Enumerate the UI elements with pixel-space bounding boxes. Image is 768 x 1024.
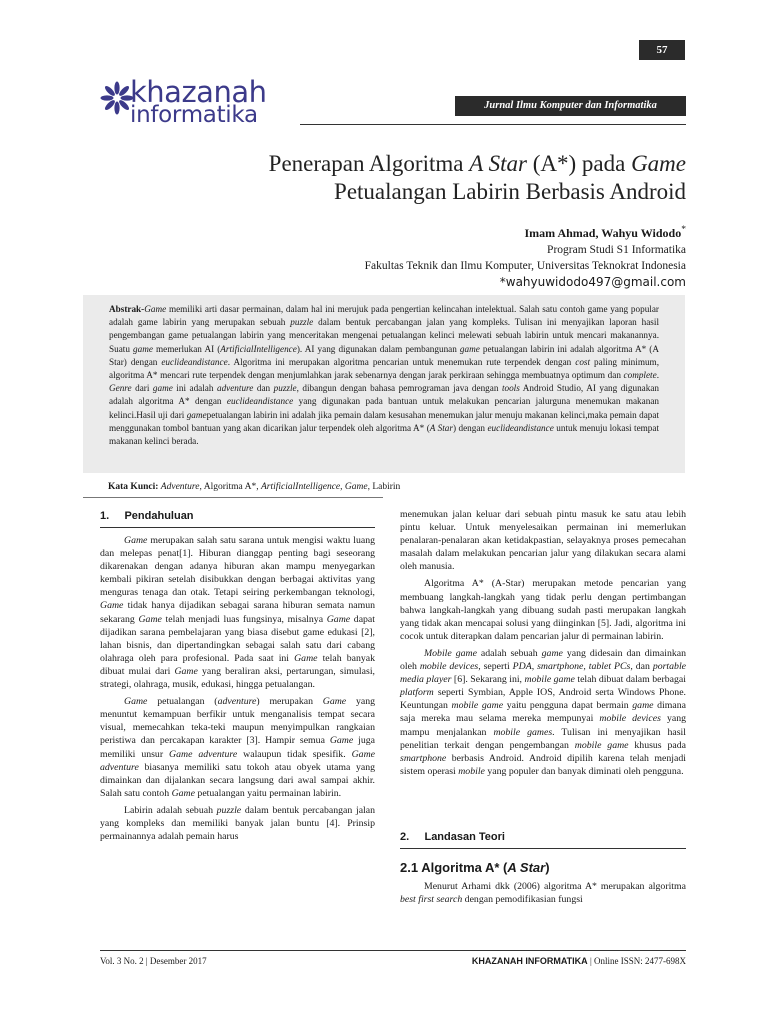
page-number: 57 [639, 40, 685, 60]
paragraph: Mobile game adalah sebuah game yang didesain dan dimainkan oleh mobile devices, seperti PDA, smartphone, tablet PCs, dan portable media player [6]. Sekarang ini, mobile game telah dibuat dalam berbagai platform seperti Symbian, Apple IOS, Android serta Windows Phone. Keuntungan mobile game yaitu pengguna dapat bermain game dimana saja mereka mau selama mereka mempunyai mobile devices yang mampu menjalankan mobile games. Tulisan ini menyajikan hasil penelitian terkait dengan pengembangan mobile game khusus pada smartphone berbasis Android. Android dipilih karena telah menjadi sistem operasi mobile yang populer dan banyak diminati oleh pengguna. [400, 647, 687, 777]
footer-journal: KHAZANAH INFORMATIKA | Online ISSN: 2477-698X [471, 956, 686, 966]
section-1-heading: 1. Pendahuluan [100, 510, 194, 522]
header-rule [300, 124, 686, 125]
paragraph: Algoritma A* (A-Star) merupakan metode pencarian yang membuang langkah-langkah yang tidak perlu dengan pertimbangan bahwa langkah-langkah yang dibuang sudah pasti merupakan langkah yang tidak akan mencapai solusi yang diinginkan [5]. Jadi, algoritma ini cocok untuk diterapkan dalam pencarian jalur di permainan labirin. [400, 578, 686, 642]
keywords: Kata Kunci: Adventure, Algoritma A*, ArtificialIntelligence, Game, Labirin [108, 482, 401, 492]
swirl-logo-icon [100, 80, 134, 130]
section-2-heading: 2. Landasan Teori [400, 831, 505, 843]
logo-word-khazanah: khazanah [130, 75, 267, 109]
abstract: Abstrak-Game memiliki arti dasar permainan, dalam hal ini merujuk pada pengertian kelincahan intelektual. Salah satu contoh game yang popular adalah game labirin yang merupakan sebuah puzzle dalam bentuk percabangan jalan yang kompleks. Tulisan ini menyajikan laporan hasil pengembangan game petualangan labirin yang menceritakan mengenai petualangan kelinci melewati sebuah labirin untuk mencari makanannya. Suatu game memerlukan AI (ArtificialIntelligence). AI yang digunakan dalam pembangunan game petualangan labirin ini adalah algoritma A* (A Star) dengan euclideandistance. Algoritma ini merupakan algoritma pencarian untuk menemukan rute terpendek dengan cost paling minimum, algoritma A* mencari rute terpendek dengan menjumlahkan jarak sebenarnya dengan jarak perkiraan sehingga membuatnya optimum dan complete. Genre dari game ini adalah adventure dan puzzle, dibangun dengan bahasa pemrograman java dengan tools Android Studio, AI yang digunakan adalah algoritma A* dengan euclideandistance yang digunakan pada bantuan untuk melakukan pencarian jalurguna menemukan makanan kelinci.Hasil uji dari gamepetualangan labirin ini adalah jika pemain dalam kesusahan menemukan jalur menuju makanan kelinci,maka pemain dapat menggunakan tombol bantuan yang akan dicarikan jalur terpendek oleh algoritma A* (A Star) dengan euclideandistance untuk menuju lokasi tempat makanan kelinci berada. [83, 295, 685, 473]
subsection-2-1-heading: 2.1 Algoritma A* (A Star) [400, 860, 550, 875]
author-affiliation: Fakultas Teknik dan Ilmu Komputer, Universitas Teknokrat Indonesia [364, 259, 686, 272]
paragraph: menemukan jalan keluar dari sebuah pintu masuk ke satu atau lebih pintu keluar. Untuk menyelesaikan permainan ini memerlukan penalaran-penalaran akan ketidakpastian, selayaknya proses pemecahan masalah dalam melakukan pencarian jalur yang dilakukan secara alami oleh manusia. [400, 509, 686, 573]
section-2-rule [400, 848, 686, 849]
paper-title: Penerapan Algoritma A Star (A*) pada Game Petualangan Labirin Berbasis Android [268, 151, 686, 204]
footer-rule [100, 950, 686, 951]
journal-name: Jurnal Ilmu Komputer dan Informatika [455, 96, 686, 116]
footer-volume: Vol. 3 No. 2 | Desember 2017 [100, 956, 207, 966]
left-column [100, 534, 375, 847]
logo-word-informatika: informatika [130, 102, 258, 128]
paragraph: Game merupakan salah satu sarana untuk mengisi waktu luang dan melepas penat[1]. Hiburan dianggap penting bagi seseorang dikarenakan dengan adanya hiburan akan mampu menyegarkan kembali pikiran setelah disibukkan dengan berbagai aktivitas yang menguras tenaga dan otak. Tetapi seiring perkembangan teknologi, Game tidak hanya dijadikan sebagai sarana hiburan semata namun sekarang Game telah menjadi luas fungsinya, misalnya Game dapat dijadikan sarana pembelajaran yang biasa disebut game edukasi [2], lahan bisnis, dan dipertandingkan sebagai salah satu dari cabang olahraga oleh para profesional. Pada saat ini Game telah banyak dibuat mulai dari Game yang beraliran aksi, pertarungan, simulasi, strategi, olahraga, musik, edukasi, hingga petualangan. [100, 535, 376, 691]
right-column [400, 508, 686, 782]
author-program: Program Studi S1 Informatika [547, 243, 686, 256]
paragraph: Game petualangan (adventure) merupakan Game yang menuntut kemampuan berfikir untuk menganalisis tempat secara visual, memecahkan teka-teki maupun menyimpulkan rangkaian peristiwa dan percakapan karakter [3]. Hampir semua Game juga memiliki unsur Game adventure walaupun tidak spesifik. Game adventure biasanya memiliki satu tokoh atau obyek utama yang dimainkan dan dijalankan secara langsung dari awal sampai akhir. Salah satu contoh Game petualangan yaitu permainan labirin. [100, 696, 375, 799]
keywords-rule [83, 497, 383, 498]
paragraph: Labirin adalah sebuah puzzle dalam bentuk percabangan jalan yang kompleks dan memiliki banyak jalan buntu [4]. Prinsip permainannya adalah pemain harus [100, 804, 376, 843]
section-1-rule [100, 527, 375, 528]
journal-logo [100, 75, 300, 138]
subsection-2-1-text [400, 880, 686, 910]
paragraph: Menurut Arhami dkk (2006) algoritma A* merupakan algoritma best first search dengan pemodifikasian fungsi [400, 881, 686, 906]
author-names: Imam Ahmad, Wahyu Widodo* [524, 224, 686, 240]
author-block [365, 222, 686, 290]
author-email: *wahyuwidodo497@gmail.com [499, 274, 686, 289]
